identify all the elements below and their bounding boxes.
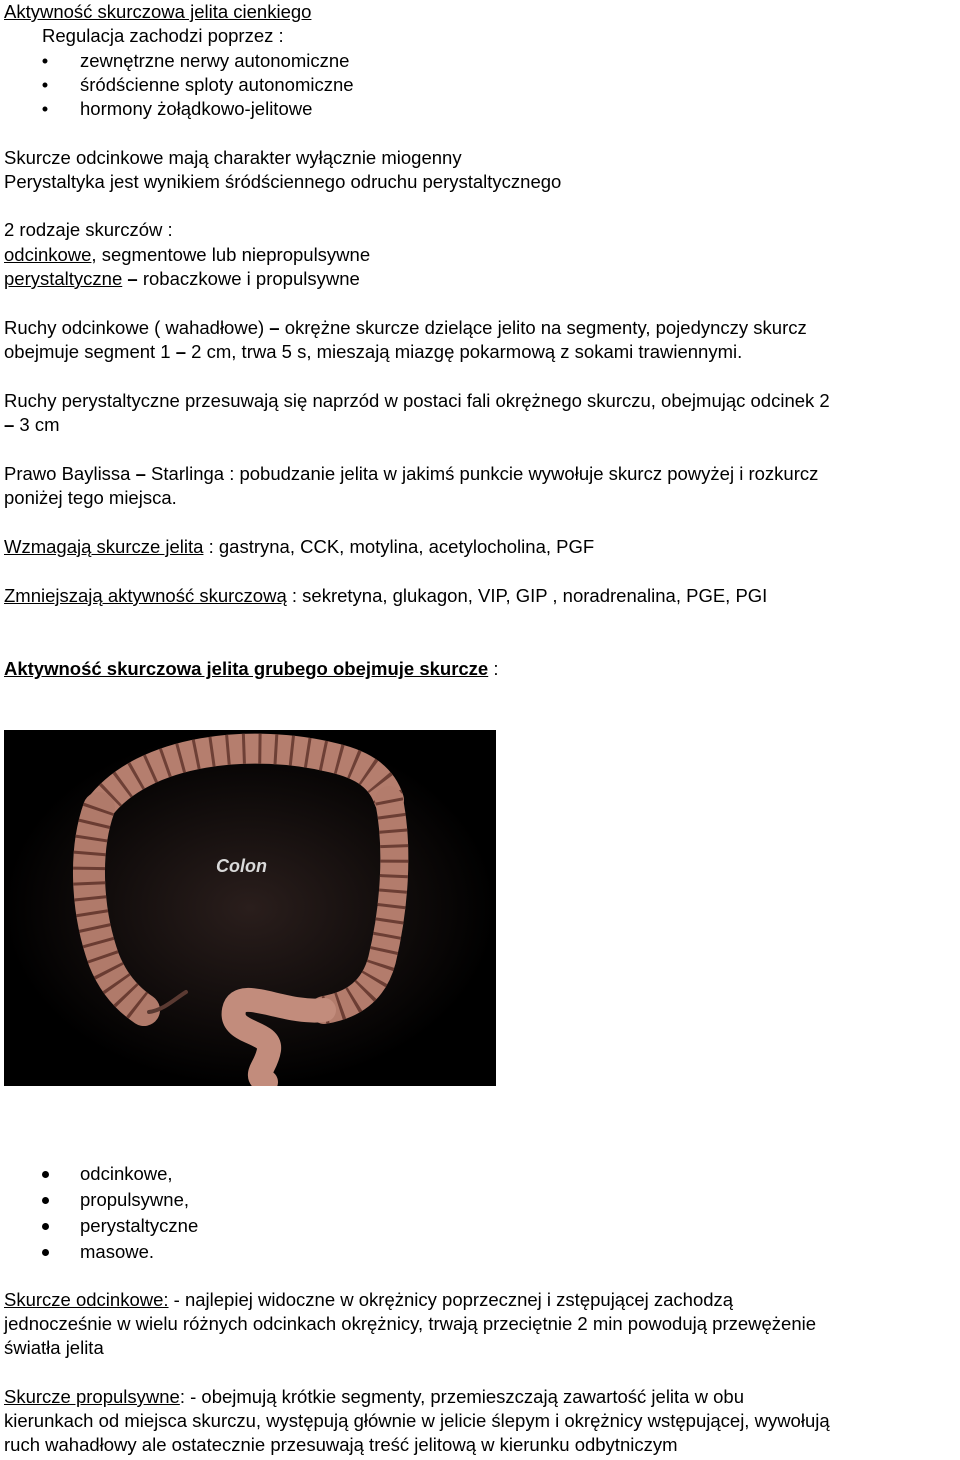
paragraph: Skurcze odcinkowe mają charakter wyłącznie miogenny [4, 147, 462, 168]
regulation-intro: Regulacja zachodzi poprzez : [42, 25, 284, 46]
bullet-icon [42, 1223, 49, 1230]
list-item: perystaltyczne [80, 1215, 198, 1237]
paragraph: Skurcze odcinkowe: - najlepiej widoczne w okrężnicy poprzecznej i zstępującej zachodzą [4, 1289, 734, 1310]
section-title-small-intestine: Aktywność skurczowa jelita cienkiego [4, 1, 312, 22]
bullet-icon: • [41, 74, 49, 95]
paragraph: obejmuje segment 1 – 2 cm, trwa 5 s, mieszają miazgę pokarmową z sokami trawiennymi. [4, 341, 743, 362]
list-item: • hormony żołądkowo-jelitowe [80, 98, 312, 120]
paragraph: Ruchy odcinkowe ( wahadłowe) – okrężne skurcze dzielące jelito na segmenty, pojedynczy skurcz [4, 317, 807, 338]
paragraph: Perystaltyka jest wynikiem śródściennego odruchu perystaltycznego [4, 171, 562, 192]
bullet-icon: • [41, 50, 49, 71]
list-item: odcinkowe, [80, 1163, 173, 1185]
figure-label: Colon [216, 856, 267, 876]
type-line: perystaltyczne – robaczkowe i propulsywne [4, 268, 360, 289]
paragraph: Ruchy perystaltyczne przesuwają się naprzód w postaci fali okrężnego skurczu, obejmując odcinek 2 [4, 390, 830, 411]
paragraph: światła jelita [4, 1337, 104, 1358]
section-title-large-intestine: Aktywność skurczowa jelita grubego obejmuje skurcze : [4, 658, 499, 679]
colon-image [4, 730, 496, 1086]
paragraph: – 3 cm [4, 414, 60, 435]
list-item: masowe. [80, 1241, 154, 1263]
term: Zmniejszają aktywność skurczową [4, 585, 287, 606]
paragraph: Zmniejszają aktywność skurczową : sekretyna, glukagon, VIP, GIP , noradrenalina, PGE, PGI [4, 585, 768, 606]
bullet-icon [42, 1249, 49, 1256]
colon-illustration [4, 730, 496, 1086]
paragraph: Wzmagają skurcze jelita : gastryna, CCK, motylina, acetylocholina, PGF [4, 536, 595, 557]
paragraph: poniżej tego miejsca. [4, 487, 177, 508]
paragraph: Skurcze propulsywne: - obejmują krótkie segmenty, przemieszczają zawartość jelita w obu [4, 1386, 744, 1407]
paragraph: Prawo Baylissa – Starlinga : pobudzanie jelita w jakimś punkcie wywołuje skurcz powyżej i rozkurcz [4, 463, 819, 484]
list-item: • zewnętrzne nerwy autonomiczne [80, 50, 349, 72]
paragraph: jednocześnie w wielu różnych odcinkach okrężnicy, trwają przeciętnie 2 min powodują przewężenie [4, 1313, 817, 1334]
list-item: • śródścienne sploty autonomiczne [80, 74, 354, 96]
paragraph: ruch wahadłowy ale ostatecznie przesuwają treść jelitową w kierunku odbytniczym [4, 1434, 678, 1455]
term: Skurcze odcinkowe: [4, 1289, 169, 1310]
type-line: odcinkowe, segmentowe lub niepropulsywne [4, 244, 371, 265]
paragraph: kierunkach od miejsca skurczu, występują głównie w jelicie ślepym i okrężnicy wstępującej, wywołują [4, 1410, 830, 1431]
types-intro: 2 rodzaje skurczów : [4, 219, 173, 240]
term: Skurcze propulsywne [4, 1386, 180, 1407]
list-item: propulsywne, [80, 1189, 189, 1211]
bullet-icon [42, 1197, 49, 1204]
term: perystaltyczne [4, 268, 123, 289]
term: odcinkowe [4, 244, 92, 265]
bullet-icon: • [41, 98, 49, 119]
term: Wzmagają skurcze jelita [4, 536, 204, 557]
bullet-icon [42, 1171, 49, 1178]
